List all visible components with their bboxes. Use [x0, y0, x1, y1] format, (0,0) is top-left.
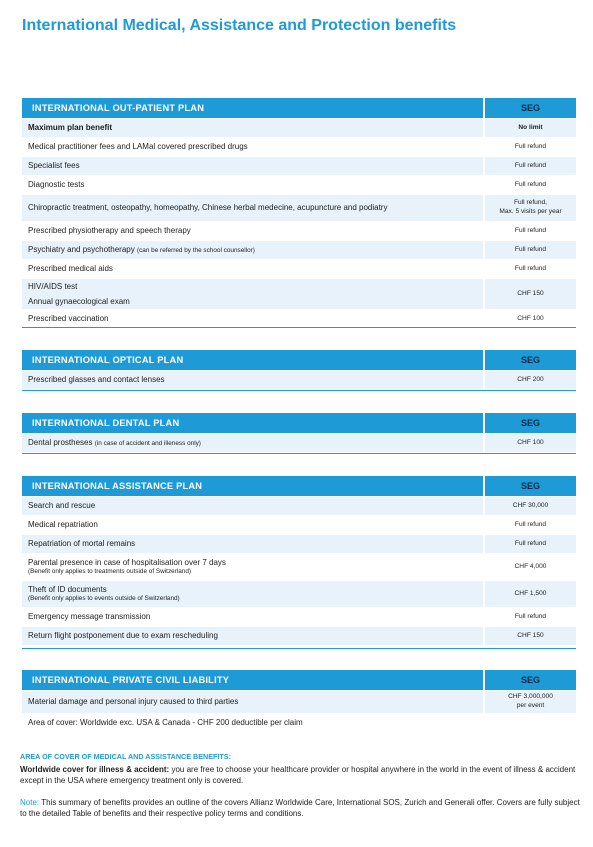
dental-plan-header	[22, 413, 576, 433]
area-of-cover-title: AREA OF COVER OF MEDICAL AND ASSISTANCE BENEFITS:	[20, 752, 231, 761]
row-value: Full refund	[514, 142, 547, 150]
table-row	[22, 194, 576, 221]
table-row	[22, 515, 576, 534]
row-label: HIV/AIDS test	[28, 281, 78, 291]
row-label: Area of cover: Worldwide exc. USA & Canada - CHF 200 deductible per claim	[28, 718, 303, 727]
optical-plan-header	[22, 350, 576, 370]
row-label: Maximum plan benefit	[28, 123, 113, 132]
page-title: International Medical, Assistance and Protection benefits	[22, 17, 457, 34]
note-text: This summary of benefits provides an outline of the covers Allianz Worldwide Care, International SOS, Zurich and Generali offer. Covers are fully subject to the detailed Table of benefits and their respective policy terms and conditions.	[20, 798, 580, 819]
table-row	[22, 259, 576, 278]
liability-plan-table	[22, 670, 576, 732]
row-value: CHF 1,500	[514, 589, 547, 597]
row-label: Prescribed medical aids	[28, 264, 113, 273]
table-row	[22, 309, 576, 328]
assistance-plan-title: INTERNATIONAL ASSISTANCE PLAN	[22, 476, 483, 496]
table-row	[22, 278, 576, 309]
row-label-note: (Benefit only applies to treatments outside of Switzerland)	[28, 568, 192, 575]
row-value: CHF 150	[517, 289, 544, 297]
table-row	[22, 156, 576, 175]
outpatient-plan-header	[22, 98, 576, 118]
table-row	[22, 580, 576, 607]
row-value-detail: Max. 5 visits per year	[499, 208, 562, 215]
row-value: CHF 100	[517, 314, 544, 322]
seg-column-header: SEG	[485, 350, 576, 370]
row-value: Full refund	[514, 264, 547, 272]
row-value: Full refund	[514, 180, 547, 188]
section-divider	[22, 327, 576, 328]
table-row	[22, 240, 576, 259]
outpatient-plan-table	[22, 98, 576, 328]
row-value: Full refund	[514, 539, 547, 547]
table-row	[22, 534, 576, 553]
section-divider	[22, 390, 576, 391]
summary-note	[20, 798, 580, 820]
row-value: CHF 100	[517, 438, 544, 446]
row-label: Specialist fees	[28, 161, 80, 170]
row-label: Medical repatriation	[28, 520, 98, 529]
row-label: Material damage and personal injury caused to third parties	[28, 697, 239, 706]
row-value: CHF 3,000,000	[508, 693, 553, 701]
table-row	[22, 370, 576, 389]
row-label-note: (Benefit only applies to events outside of Switzerland)	[28, 595, 180, 602]
note-label: Note:	[20, 798, 40, 808]
row-value: CHF 200	[517, 375, 544, 383]
table-row	[22, 690, 576, 713]
row-label: Prescribed vaccination	[28, 314, 109, 323]
worldwide-cover-text: you are free to choose your healthcare provider or hospital anywhere in the world in the event of illness & accident except in the USA where emergency treatment only is covered.	[20, 764, 576, 785]
worldwide-cover-label: Worldwide cover for illness & accident:	[20, 764, 170, 774]
row-value: Full refund	[514, 520, 547, 528]
table-row	[22, 713, 576, 732]
row-value: No limit	[518, 123, 543, 131]
dental-plan-table	[22, 413, 576, 452]
row-value: CHF 4,000	[514, 562, 547, 570]
table-row	[22, 553, 576, 580]
outpatient-plan-title: INTERNATIONAL OUT-PATIENT PLAN	[22, 98, 483, 118]
row-label: Repatriation of mortal remains	[28, 539, 136, 548]
optical-plan-table	[22, 350, 576, 389]
table-row	[22, 626, 576, 645]
seg-column-header: SEG	[485, 98, 576, 118]
liability-plan-header	[22, 670, 576, 690]
seg-column-header: SEG	[485, 476, 576, 496]
table-row	[22, 607, 576, 626]
table-row	[22, 221, 576, 240]
row-label-note: (can be referred by the school counsellor)	[136, 247, 255, 254]
worldwide-cover-note	[20, 765, 580, 787]
row-value: Full refund	[514, 612, 547, 620]
assistance-plan-header	[22, 476, 576, 496]
footnotes	[20, 752, 580, 820]
section-divider	[22, 453, 576, 454]
row-label: Parental presence in case of hospitalisation over 7 days	[28, 558, 226, 567]
row-value: CHF 30,000	[512, 501, 549, 509]
row-label: Prescribed glasses and contact lenses	[28, 375, 165, 384]
assistance-plan-table	[22, 476, 576, 645]
row-value: Full refund	[514, 245, 547, 253]
table-row	[22, 496, 576, 515]
row-label: Dental prostheses	[28, 438, 93, 447]
row-label: Search and rescue	[28, 501, 96, 510]
row-value: Full refund	[514, 226, 547, 234]
row-label-secondary: Annual gynaecological exam	[28, 296, 130, 306]
dental-plan-title: INTERNATIONAL DENTAL PLAN	[22, 413, 483, 433]
table-row	[22, 118, 576, 137]
row-label-note: (in case of accident and illeness only)	[94, 440, 201, 447]
row-value: Full refund	[514, 161, 547, 169]
row-value: Full refund,	[514, 199, 547, 207]
row-label: Theft of ID documents	[28, 585, 107, 594]
row-label: Diagnostic tests	[28, 180, 85, 189]
row-value-detail: per event	[516, 702, 545, 709]
seg-column-header: SEG	[485, 670, 576, 690]
liability-plan-title: INTERNATIONAL PRIVATE CIVIL LIABILITY	[22, 670, 483, 690]
row-label: Return flight postponement due to exam rescheduling	[28, 631, 218, 640]
seg-column-header: SEG	[485, 413, 576, 433]
row-label: Prescribed physiotherapy and speech therapy	[28, 226, 191, 235]
table-row	[22, 137, 576, 156]
row-value: CHF 150	[517, 631, 544, 639]
table-row	[22, 175, 576, 194]
row-label: Psychiatry and psychotherapy	[28, 245, 135, 254]
row-label: Medical practitioner fees and LAMal covered prescribed drugs	[28, 142, 248, 151]
optical-plan-title: INTERNATIONAL OPTICAL PLAN	[22, 350, 483, 370]
table-row	[22, 433, 576, 452]
row-label: Emergency message transmission	[28, 612, 151, 621]
row-label: Chiropractic treatment, osteopathy, homeopathy, Chinese herbal medecine, acupuncture and podiatry	[28, 203, 388, 212]
section-divider	[22, 648, 576, 649]
